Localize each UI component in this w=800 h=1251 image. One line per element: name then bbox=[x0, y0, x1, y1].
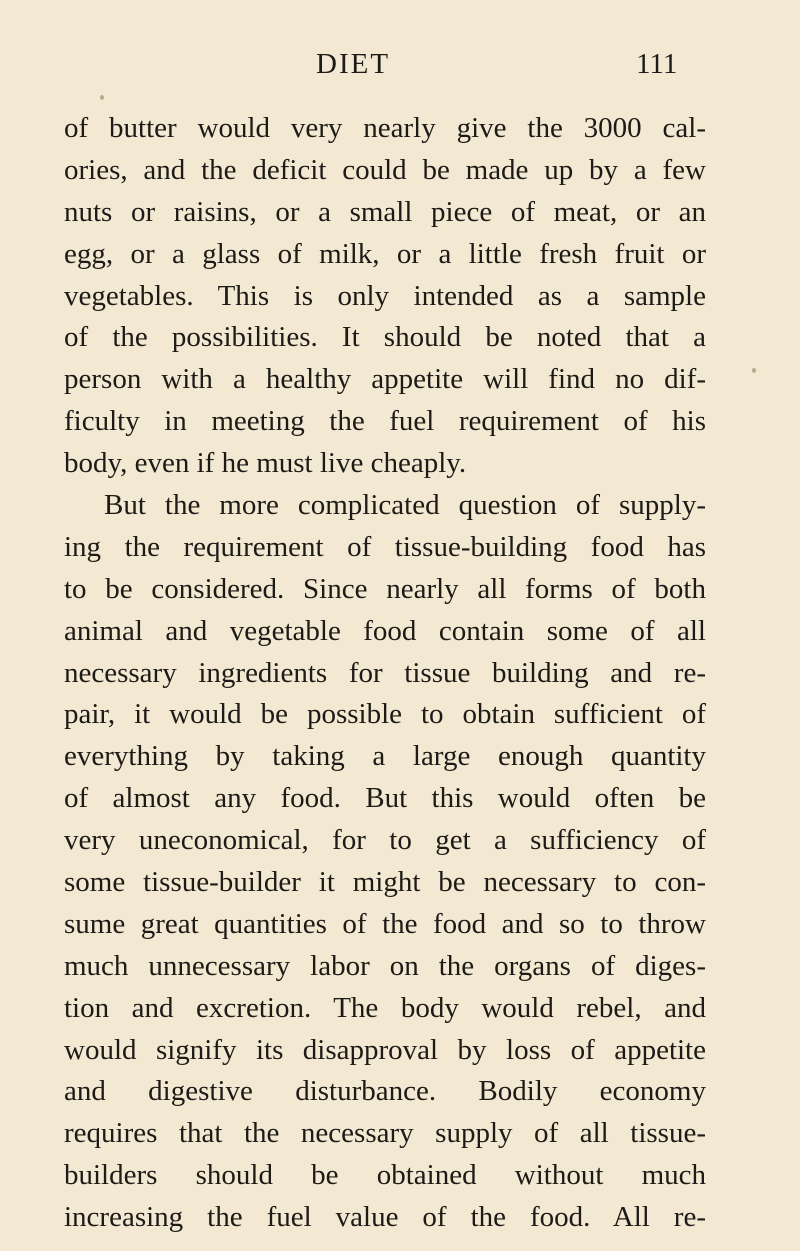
paper-speck bbox=[752, 368, 756, 373]
text-line: tion and excretion. The body would rebel, and bbox=[64, 991, 706, 1024]
text-line: requires that the necessary supply of all tissue- bbox=[64, 1117, 706, 1150]
page-number: 111 bbox=[636, 48, 678, 80]
text-line: egg, or a glass of milk, or a little fresh fruit or bbox=[64, 237, 706, 270]
text-line: to be considered. Since nearly all forms of both bbox=[64, 572, 706, 605]
text-line: builders should be obtained without much bbox=[64, 1159, 706, 1192]
body-text bbox=[64, 108, 706, 1239]
running-title: DIET bbox=[316, 48, 391, 80]
text-line: increasing the fuel value of the food. All re- bbox=[64, 1201, 706, 1234]
text-line: of butter would very nearly give the 3000 cal- bbox=[64, 112, 706, 144]
text-line: ficulty in meeting the fuel requirement of his bbox=[64, 405, 706, 438]
text-line: sume great quantities of the food and so to throw bbox=[64, 907, 706, 940]
text-line: necessary ingredients for tissue building and re- bbox=[64, 656, 706, 689]
text-line: ing the requirement of tissue-building food has bbox=[64, 530, 706, 563]
text-line: and digestive disturbance. Bodily economy bbox=[64, 1075, 706, 1108]
text-line: of the possibilities. It should be noted that a bbox=[64, 321, 706, 354]
text-line: vegetables. This is only intended as a sample bbox=[64, 279, 706, 312]
running-head bbox=[0, 48, 800, 88]
paragraph-end-line: body, even if he must live cheaply. bbox=[64, 447, 467, 480]
paper-speck bbox=[100, 95, 104, 100]
text-line: much unnecessary labor on the organs of diges- bbox=[64, 949, 706, 982]
text-line: very uneconomical, for to get a sufficiency of bbox=[64, 824, 706, 857]
text-line: everything by taking a large enough quantity bbox=[64, 740, 706, 773]
text-line: pair, it would be possible to obtain sufficient of bbox=[64, 698, 706, 731]
text-line: would signify its disapproval by loss of appetite bbox=[64, 1033, 706, 1066]
text-line: animal and vegetable food contain some of all bbox=[64, 614, 706, 647]
text-line: ories, and the deficit could be made up by a few bbox=[64, 153, 706, 186]
text-line: some tissue-builder it might be necessary to con- bbox=[64, 866, 706, 899]
text-line: person with a healthy appetite will find no dif- bbox=[64, 363, 706, 396]
text-line: nuts or raisins, or a small piece of meat, or an bbox=[64, 195, 706, 228]
paragraph-start-line: But the more complicated question of supply- bbox=[104, 489, 706, 522]
text-line: of almost any food. But this would often be bbox=[64, 782, 706, 815]
